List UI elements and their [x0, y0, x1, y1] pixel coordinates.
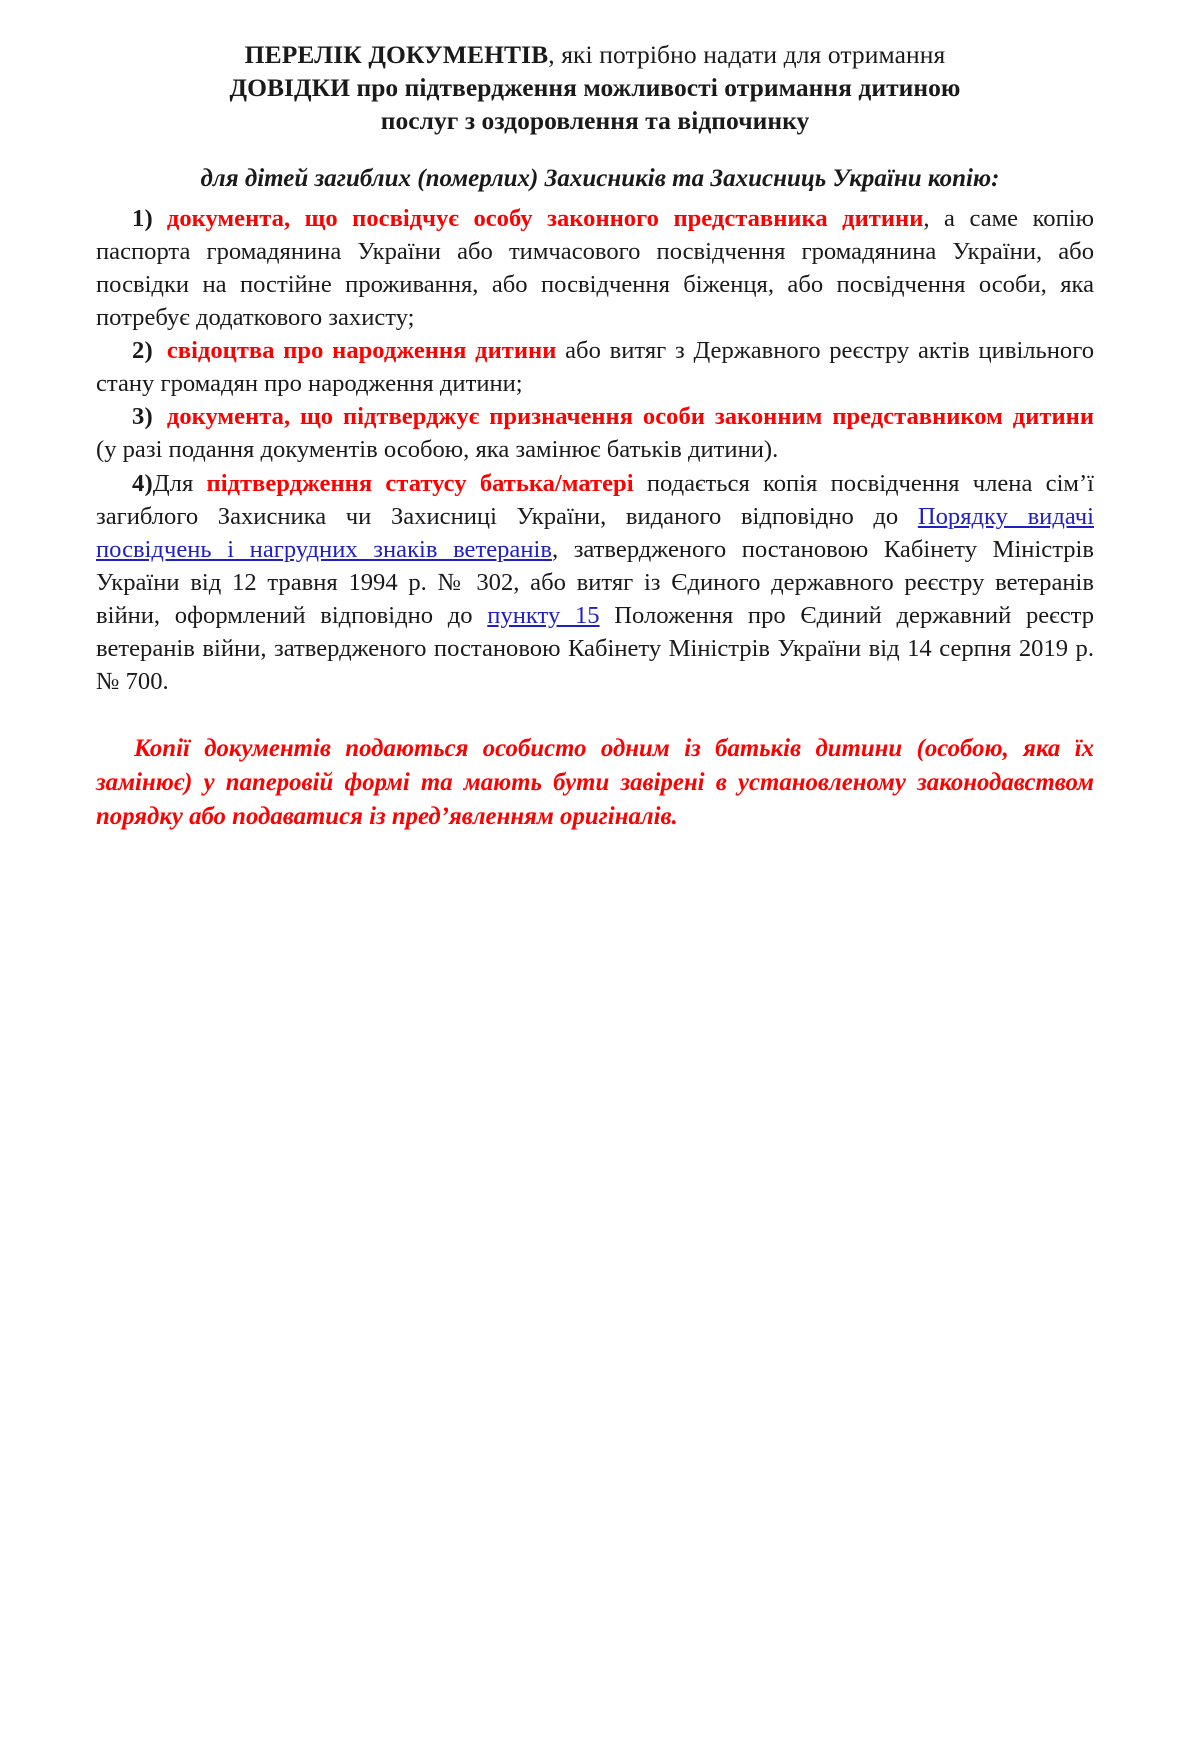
item-4-highlight: підтвердження статусу батька/матері: [206, 469, 634, 497]
title-dovidky: ДОВІДКИ: [229, 73, 351, 103]
page-blank-area: [96, 833, 1094, 1693]
item-4-tail: Положення про Єдиний державний реєстр ветеранів війни, затвердженого постановою Кабінету Міністрів України від 14 серпня 2019 р. № 700.: [96, 601, 1094, 696]
item-3-highlight: документа, що підтверджує призначення особи законним представником дитини: [166, 403, 1094, 431]
item-4-pre: Для: [152, 469, 207, 497]
title-line-1: [96, 38, 1094, 71]
item-4-mid-2: , затвердженого постановою Кабінету Міністрів України від 12 травня 1994 р. № 302, або витяг із Єдиного державного реєстру ветеранів війни, оформлений відповідно до: [96, 535, 1094, 629]
item-4-mid-1: подається копія посвідчення члена сім’ї загиблого Захисника чи Захисниці України, виданого відповідно до: [96, 469, 1094, 530]
list-item-3: [96, 400, 1094, 466]
subtitle: для дітей загиблих (померлих) Захисників та Захисниць України копію:: [200, 165, 1000, 193]
link-poryadku-vydachi-posvidchen[interactable]: Порядку видачі посвідчень і нагрудних знаків ветеранів: [96, 502, 1094, 563]
item-3-text: (у разі подання документів особою, яка замінює батьків дитини).: [96, 436, 779, 464]
item-number-4: 4): [132, 469, 153, 497]
title-line-2: [96, 71, 1094, 104]
item-number-3: 3): [132, 403, 153, 431]
closing-note: Копії документів подаються особисто одним із батьків дитини (особою, яка їх замінює) у паперовій формі та мають бути завірені в установленому законодавством порядку або подаватися із пред’явленням оригіналів.: [96, 735, 1094, 830]
item-number-1: 1): [132, 204, 153, 232]
item-2-text: або витяг з Державного реєстру актів цивільного стану громадян про народження дитини;: [96, 337, 1095, 398]
item-number-2: 2): [132, 337, 153, 365]
title-line-3: послуг з оздоровлення та відпочинку: [380, 106, 810, 136]
list-item-1: [96, 202, 1094, 334]
title-line-1-rest: , які потрібно надати для отримання: [548, 40, 946, 69]
item-1-text: , а саме копію паспорта громадянина України або тимчасового посвідчення громадянина України, або посвідки на постійне проживання, або посвідчення біженця, або посвідчення особи, яка потребує додаткового захисту;: [96, 204, 1094, 332]
list-item-2: [96, 334, 1094, 400]
item-1-highlight: документа, що посвідчує особу законного представника дитини: [166, 204, 924, 232]
title-line-2-rest: про підтвердження можливості отримання дитиною: [350, 73, 961, 103]
link-punktu-15[interactable]: пункту 15: [487, 601, 600, 629]
item-2-highlight: свідоцтва про народження дитини: [166, 337, 557, 365]
title-lead: ПЕРЕЛІК ДОКУМЕНТІВ: [244, 40, 549, 69]
page-title: [96, 38, 1094, 137]
list-item-4: [96, 467, 1094, 699]
